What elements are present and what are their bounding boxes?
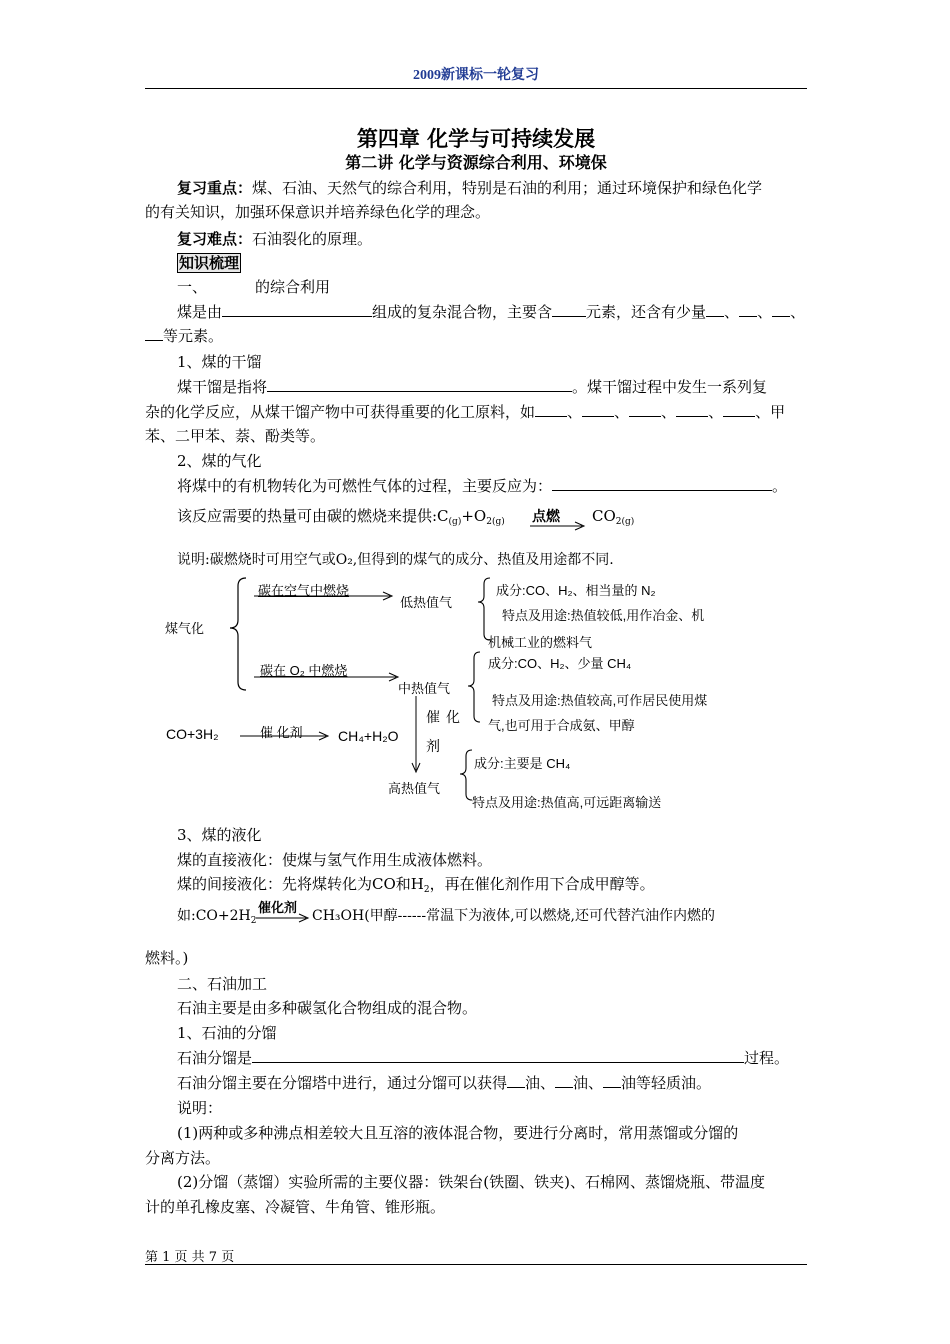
- product-text: CO: [592, 507, 616, 525]
- separator: 、: [790, 303, 806, 321]
- separator: 、: [661, 403, 677, 421]
- focus-text-1: 煤、石油、天然气的综合利用，特别是石油的利用；通过环境保护和绿色化学: [252, 179, 763, 197]
- dry-distillation-heading: 1、煤的干馏: [177, 353, 262, 371]
- methanation-products: CH₄+H₂O: [338, 728, 399, 744]
- gasification-heading: 2、煤的气化: [177, 452, 262, 470]
- coal-text-d: 等元素。: [163, 327, 224, 345]
- coal-composition-line: [177, 302, 805, 322]
- fill-blank[interactable]: [723, 402, 755, 417]
- ignition-condition: 点燃: [532, 508, 560, 524]
- diagram-root: 煤气化: [165, 621, 205, 636]
- methanation-catalyst: 催 化剂: [260, 725, 303, 740]
- fill-blank[interactable]: [582, 402, 614, 417]
- coal-text-b: 组成的复杂混合物，主要含: [372, 303, 553, 321]
- dist-text-b: 。煤干馏过程中发生一系列复: [572, 378, 768, 396]
- mid-brace: [468, 652, 480, 722]
- fill-blank[interactable]: [676, 402, 708, 417]
- frac-text-c: 石油分馏主要在分馏塔中进行，通过分馏可以获得: [177, 1074, 508, 1092]
- catalyst-char-2: 化: [446, 709, 460, 725]
- fractionation-heading: 1、石油的分馏: [177, 1024, 277, 1042]
- mid-gas-label: 中热值气: [398, 681, 451, 696]
- section1-number: 一、: [177, 278, 208, 296]
- subscript: 2: [423, 885, 430, 895]
- footer-rule: [145, 1264, 807, 1265]
- knowledge-heading: [177, 253, 241, 273]
- separator: 、: [614, 403, 630, 421]
- fill-blank[interactable]: [555, 1073, 573, 1088]
- combustion-equation: [177, 506, 505, 532]
- oil-text: 油、: [525, 1074, 556, 1092]
- separator: 、: [724, 303, 740, 321]
- mid-composition: 成分:CO、H₂、少量 CH₄: [488, 656, 632, 671]
- low-composition: 成分:CO、H₂、相当量的 N₂: [496, 583, 656, 598]
- coal-composition-line-2: [145, 326, 223, 346]
- low-use-1: 特点及用途:热值较低,用作冶金、机: [502, 608, 705, 623]
- combustion-product: [592, 506, 634, 532]
- dist-text-c: 杂的化学反应，从煤干馏产物中可获得重要的化工原料，如: [145, 403, 536, 421]
- dry-distillation-line-1: [177, 377, 767, 397]
- fill-blank[interactable]: [629, 402, 661, 417]
- heat-plus: +O: [461, 507, 487, 525]
- fill-blank[interactable]: [252, 1048, 744, 1063]
- difficulty-label: 复习难点：: [177, 230, 253, 248]
- lecture-subtitle: 第二讲 化学与资源综合利用、环境保: [345, 153, 607, 172]
- mid-use-2: 气,也可用于合成氨、甲醇: [488, 718, 635, 733]
- section2-heading: 二、石油加工: [177, 975, 268, 993]
- dist-text-a: 煤干馏是指将: [177, 378, 268, 396]
- fill-blank[interactable]: [267, 377, 572, 392]
- methanation-reactants: CO+3H₂: [166, 726, 219, 742]
- catalyst-char-3: 剂: [426, 738, 440, 754]
- dist-text-d: 、甲: [755, 403, 786, 421]
- fill-blank[interactable]: [507, 1073, 525, 1088]
- fill-blank[interactable]: [222, 302, 372, 317]
- main-brace: [230, 578, 246, 690]
- fill-blank[interactable]: [739, 302, 757, 317]
- section1-heading: [177, 277, 330, 297]
- state-subscript: 2(g): [615, 517, 635, 527]
- example-catalyst: 催化剂: [258, 900, 298, 915]
- section1-title: 的综合利用: [255, 278, 331, 296]
- oil-text: 油、: [573, 1074, 604, 1092]
- low-brace: [478, 578, 490, 640]
- gas-text-a: 将煤中的有机物转化为可燃性气体的过程，主要反应为：: [177, 477, 553, 495]
- fill-blank[interactable]: [772, 302, 790, 317]
- note-2-line-2: 计的单孔橡皮塞、冷凝管、牛角管、锥形瓶。: [145, 1198, 446, 1216]
- indirect-text-a: 煤的间接液化：先将煤转化为CO和H: [177, 875, 424, 893]
- high-composition: 成分:主要是 CH₄: [474, 756, 571, 771]
- coal-text-c: 元素，还含有少量: [586, 303, 707, 321]
- high-gas-label: 高热值气: [388, 781, 441, 796]
- fractionation-products: [177, 1073, 711, 1093]
- example-arrow: [254, 912, 312, 924]
- catalyst-char-1: 催: [426, 709, 440, 725]
- fill-blank[interactable]: [706, 302, 724, 317]
- high-brace: [460, 750, 472, 800]
- air-branch-label: 碳在空气中燃烧: [258, 583, 350, 598]
- focus-line-1: [177, 178, 762, 198]
- example-reactants: 如:CO+2H: [177, 908, 251, 924]
- liquefaction-heading: 3、煤的液化: [177, 826, 262, 844]
- frac-text-d: 油等轻质油。: [621, 1074, 712, 1092]
- o2-branch-label: 碳在 O₂ 中燃烧: [260, 663, 348, 678]
- separator: 、: [567, 403, 583, 421]
- indirect-liquefaction: [177, 874, 655, 900]
- frac-text-a: 石油分馏是: [177, 1049, 253, 1067]
- methanol-example-end: 燃料。): [145, 949, 189, 967]
- fill-blank[interactable]: [552, 476, 772, 491]
- note-1-line-1: (1)两种或多种沸点相差较大且互溶的液体混合物，要进行分离时，常用蒸馏或分馏的: [177, 1124, 739, 1142]
- header-rule: [145, 88, 807, 89]
- fill-blank[interactable]: [145, 326, 163, 341]
- fractionation-definition: [177, 1048, 789, 1068]
- mid-use-1: 特点及用途:热值较高,可作居民使用煤: [492, 693, 708, 708]
- fill-blank[interactable]: [535, 402, 567, 417]
- dry-distillation-line-3: 苯、二甲苯、萘、酚类等。: [145, 427, 326, 445]
- difficulty-line: [177, 229, 372, 249]
- running-header: 2009新课标一轮复习: [413, 68, 539, 83]
- coal-text-a: 煤是由: [177, 303, 223, 321]
- knowledge-label: 知识梳理: [179, 254, 240, 272]
- separator: 、: [757, 303, 773, 321]
- reaction-arrow: [528, 520, 588, 532]
- gasification-note: 说明:碳燃烧时可用空气或O₂,但得到的煤气的成分、热值及用途都不同.: [177, 552, 614, 568]
- separator: 、: [708, 403, 724, 421]
- note-2-line-1: (2)分馏（蒸馏）实验所需的主要仪器：铁架台(铁圈、铁夹)、石棉网、蒸馏烧瓶、带温度: [177, 1173, 765, 1191]
- fill-blank[interactable]: [552, 302, 586, 317]
- low-use-2: 机械工业的燃料气: [488, 635, 593, 650]
- chapter-title: 第四章 化学与可持续发展: [356, 126, 596, 151]
- petroleum-intro: 石油主要是由多种碳氢化合物组成的混合物。: [177, 999, 478, 1017]
- note-1-line-2: 分离方法。: [145, 1149, 221, 1167]
- methanol-example-start: [177, 906, 257, 931]
- frac-text-b: 过程。: [744, 1049, 790, 1067]
- heat-text: 该反应需要的热量可由碳的燃烧来提供:C: [177, 507, 449, 525]
- focus-line-2: 的有关知识，加强环保意识并培养绿色化学的理念。: [145, 203, 491, 221]
- low-gas-label: 低热值气: [400, 595, 453, 610]
- gas-text-end: 。: [772, 477, 788, 495]
- indirect-text-b: ，再在催化剂作用下合成甲醇等。: [429, 875, 655, 893]
- high-use: 特点及用途:热值高,可远距离输送: [472, 795, 662, 810]
- dry-distillation-line-2: [145, 402, 785, 422]
- methanol-example-rest: CH₃OH(甲醇------常温下为液体,可以燃烧,还可代替汽油作内燃的: [312, 908, 715, 924]
- gasification-line: [177, 476, 787, 496]
- state-subscript: 2(g): [486, 517, 505, 527]
- note-label: 说明：: [177, 1099, 223, 1117]
- focus-label: 复习重点：: [177, 179, 253, 197]
- subscript: 2: [250, 916, 257, 926]
- fill-blank[interactable]: [603, 1073, 621, 1088]
- difficulty-text: 石油裂化的原理。: [252, 230, 373, 248]
- direct-liquefaction: 煤的直接液化：使煤与氢气作用生成液体燃料。: [177, 851, 493, 869]
- state-subscript: (g): [448, 517, 462, 527]
- page-number: 第 1 页 共 7 页: [145, 1250, 235, 1265]
